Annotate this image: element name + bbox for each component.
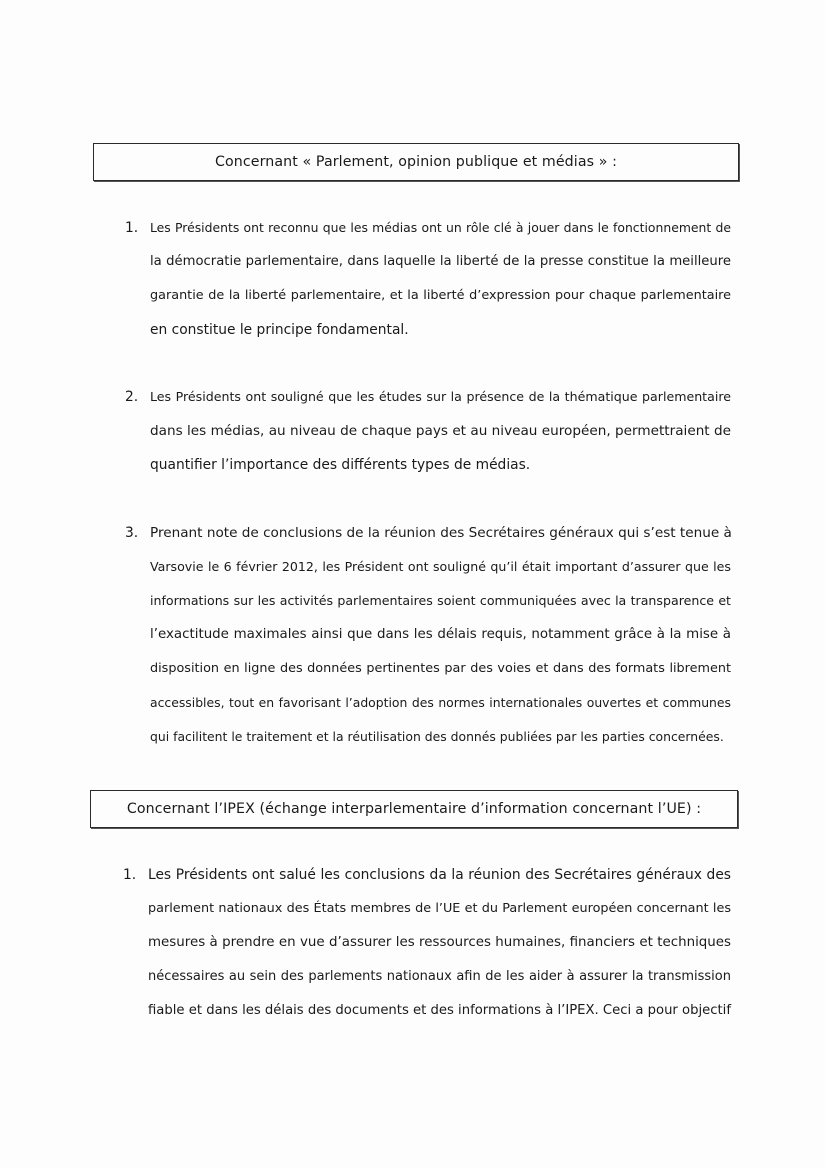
paragraph-line: mesures à prendre en vue d’assurer les ressources humaines, financiers et techniques (148, 935, 731, 950)
paragraph-line: Les Présidents ont reconnu que les médias ont un rôle clé à jouer dans le fonctionnement de (150, 220, 731, 235)
paragraph-line: fiable et dans les délais des documents et des informations à l’IPEX. Ceci a pour objectif (148, 1003, 731, 1018)
paragraph-line: Les Présidents ont salué les conclusions da la réunion des Secrétaires généraux des (148, 867, 731, 883)
paragraph-number: 2. (125, 389, 139, 405)
paragraph-line: qui facilitent le traitement et la réutilisation des donnés publiées par les parties concernées. (150, 729, 724, 744)
paragraph-line: la démocratie parlementaire, dans laquelle la liberté de la presse constitue la meilleure (150, 254, 731, 269)
section-heading-box (90, 790, 738, 828)
paragraph-line: dans les médias, au niveau de chaque pays et au niveau européen, permettraient de (150, 423, 731, 439)
paragraph-line: Les Présidents ont souligné que les études sur la présence de la thématique parlementaire (150, 389, 731, 404)
section-heading-box (93, 143, 739, 181)
paragraph-line: l’exactitude maximales ainsi que dans les délais requis, notamment grâce à la mise à (150, 627, 731, 642)
paragraph-number: 1. (123, 867, 137, 883)
paragraph-line: en constitue le principe fondamental. (150, 322, 409, 338)
paragraph-line: garantie de la liberté parlementaire, et la liberté d’expression pour chaque parlementaire (150, 288, 731, 303)
paragraph-line: accessibles, tout en favorisant l’adoption des normes internationales ouvertes et communes (150, 695, 731, 710)
section-heading: Concernant l’IPEX (échange interparlementaire d’information concernant l’UE) : (126, 801, 702, 817)
paragraph-line: quantifier l’importance des différents types de médias. (150, 457, 531, 473)
paragraph-number: 1. (125, 220, 139, 236)
paragraph-line: disposition en ligne des données pertinentes par des voies et dans des formats librement (150, 661, 731, 676)
paragraph-number: 3. (125, 525, 139, 541)
paragraph-line: parlement nationaux des États membres de l’UE et du Parlement européen concernant les (148, 901, 731, 916)
paragraph-line: Prenant note de conclusions de la réunion des Secrétaires généraux qui s’est tenue à (150, 525, 732, 541)
paragraph-line: informations sur les activités parlementaires soient communiquées avec la transparence et (150, 593, 731, 608)
paragraph-line: Varsovie le 6 février 2012, les Président ont souligné qu’il était important d’assurer que les (150, 559, 731, 574)
section-heading: Concernant « Parlement, opinion publique et médias » : (215, 154, 617, 170)
paragraph-line: nécessaires au sein des parlements nationaux afin de les aider à assurer la transmission (148, 969, 731, 984)
